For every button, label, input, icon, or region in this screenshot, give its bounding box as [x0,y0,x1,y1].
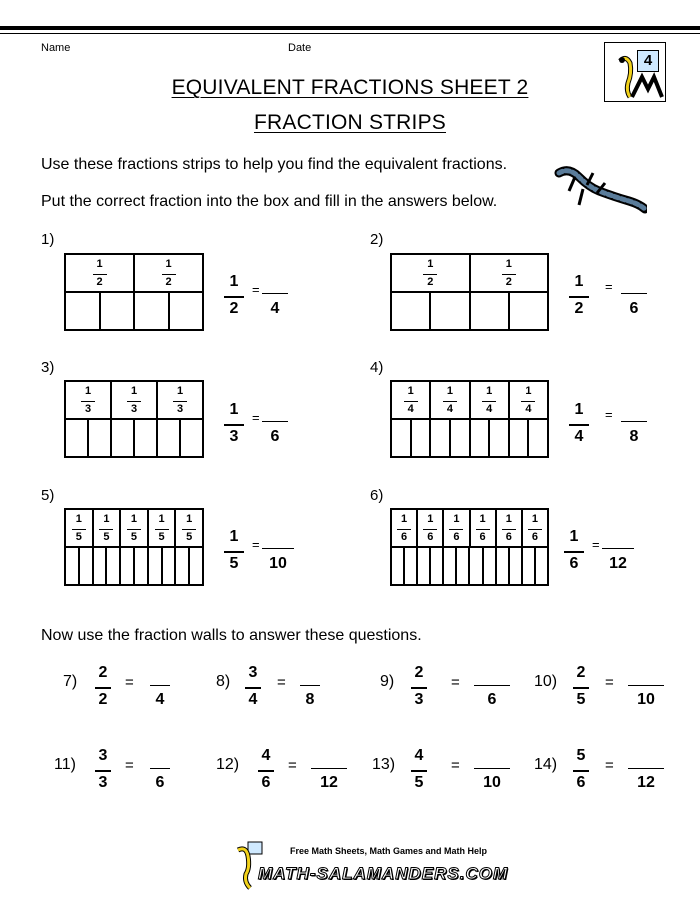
strip-answer-box[interactable] [431,548,444,584]
strip-answer-box[interactable] [80,548,94,584]
question-fraction: 3 3 [95,747,111,795]
strip-unit-row [392,510,547,548]
top-rule-thin [0,33,700,34]
question-fraction: 2 2 [95,664,111,712]
answer-fraction[interactable]: 10 [262,528,294,576]
strip-answer-row [66,548,202,584]
strip-unit-cell: 1 4 [510,382,547,418]
equals-sign: = [277,674,286,691]
problem-number: 4) [370,359,384,376]
wall-instruction: Now use the fraction walls to answer these questions. [41,627,422,644]
strip-unit-cell: 1 5 [176,510,202,546]
strip-answer-box[interactable] [190,548,202,584]
problem-number: 2) [370,231,384,248]
strip-answer-box[interactable] [470,548,483,584]
equals-sign: = [605,407,613,422]
equals-sign: = [605,279,613,294]
strip-unit-cell: 1 2 [392,255,471,291]
strip-answer-box[interactable] [94,548,108,584]
strip-unit-row [392,382,547,420]
answer-fraction[interactable]: 6 [621,273,647,321]
fraction-strip [64,380,204,458]
strip-answer-box[interactable] [135,548,149,584]
strip-unit-cell: 1 3 [112,382,158,418]
given-fraction: 1 3 [224,401,244,449]
strip-answer-box[interactable] [181,420,202,456]
strip-answer-box[interactable] [431,420,451,456]
strip-answer-box[interactable] [135,420,158,456]
strip-unit-cell: 1 5 [94,510,122,546]
strip-answer-box[interactable] [457,548,470,584]
given-fraction: 1 2 [224,273,244,321]
strip-answer-box[interactable] [392,548,405,584]
strip-answer-box[interactable] [484,548,497,584]
answer-fraction[interactable]: 12 [628,747,664,795]
given-fraction: 1 4 [569,401,589,449]
strip-answer-box[interactable] [66,548,80,584]
strip-unit-cell: 1 2 [471,255,548,291]
strip-answer-box[interactable] [471,420,491,456]
problem-number: 3) [41,359,55,376]
equals-sign: = [252,537,260,552]
question-number: 14) [534,756,558,773]
answer-fraction[interactable]: 10 [474,747,510,795]
question-fraction: 5 6 [573,747,589,795]
fraction-strip [390,380,549,458]
strip-unit-cell: 1 6 [418,510,444,546]
equals-sign: = [252,282,260,297]
top-rule [0,26,700,30]
strip-answer-box[interactable] [392,293,431,329]
problem-number: 6) [370,487,384,504]
strip-answer-box[interactable] [451,420,471,456]
strip-answer-box[interactable] [418,548,431,584]
question-number: 12) [216,756,240,773]
instruction-2: Put the correct fraction into the box and fill in the answers below. [41,193,498,210]
given-fraction: 1 2 [569,273,589,321]
strip-unit-cell: 1 5 [66,510,94,546]
question-fraction: 2 3 [411,664,427,712]
strip-answer-box[interactable] [135,293,170,329]
strip-answer-box[interactable] [121,548,135,584]
answer-fraction[interactable]: 6 [150,747,170,795]
question-number: 13) [372,756,396,773]
strip-answer-box[interactable] [163,548,177,584]
question-number: 7) [63,673,78,690]
strip-answer-box[interactable] [490,420,510,456]
page-title: EQUIVALENT FRACTIONS SHEET 2 [171,76,529,99]
equals-sign: = [605,757,614,774]
strip-unit-cell: 1 4 [471,382,510,418]
footer-tagline: Free Math Sheets, Math Games and Math Help [290,846,488,856]
equals-sign: = [592,537,600,552]
answer-fraction[interactable]: 8 [621,401,647,449]
strip-answer-box[interactable] [510,293,547,329]
strip-unit-row [66,255,202,293]
strip-answer-box[interactable] [176,548,190,584]
strip-answer-box[interactable] [529,420,547,456]
answer-fraction[interactable]: 12 [602,528,634,576]
equals-sign: = [451,674,460,691]
strip-answer-box[interactable] [523,548,536,584]
strip-answer-row [66,293,202,329]
answer-fraction[interactable]: 4 [150,664,170,712]
given-fraction: 1 5 [224,528,244,576]
strip-answer-row [392,293,547,329]
date-label: Date [288,42,312,54]
answer-fraction[interactable]: 6 [262,401,288,449]
strip-answer-box[interactable] [497,548,510,584]
answer-fraction[interactable]: 6 [474,664,510,712]
answer-fraction[interactable]: 10 [628,664,664,712]
fraction-strip [64,508,204,586]
strip-answer-box[interactable] [431,293,470,329]
strip-unit-cell: 1 3 [158,382,202,418]
salamander-icon [553,163,647,225]
equals-sign: = [252,410,260,425]
strip-unit-row [66,510,202,548]
strip-unit-cell: 1 6 [444,510,470,546]
strip-unit-cell: 1 6 [392,510,418,546]
strip-answer-box[interactable] [66,420,89,456]
strip-unit-cell: 1 4 [431,382,470,418]
question-fraction: 2 5 [573,664,589,712]
strip-answer-row [392,420,547,456]
strip-answer-box[interactable] [405,548,418,584]
question-number: 10) [534,673,558,690]
strip-answer-box[interactable] [471,293,510,329]
strip-unit-row [392,255,547,293]
strip-answer-box[interactable] [66,293,101,329]
answer-fraction[interactable]: 4 [262,273,288,321]
question-number: 8) [216,673,231,690]
strip-answer-box[interactable] [89,420,112,456]
strip-answer-box[interactable] [412,420,432,456]
strip-unit-cell: 1 3 [66,382,112,418]
strip-answer-row [66,420,202,456]
question-number: 9) [380,673,395,690]
footer-brand: MATH-SALAMANDERS.COM [258,864,509,883]
page-subtitle: FRACTION STRIPS [253,111,446,134]
given-fraction: 1 6 [564,528,584,576]
fraction-strip [64,253,204,331]
instruction-1: Use these fractions strips to help you find the equivalent fractions. [41,156,508,173]
strip-answer-box[interactable] [392,420,412,456]
equals-sign: = [605,674,614,691]
strip-answer-box[interactable] [170,293,203,329]
strip-answer-box[interactable] [149,548,163,584]
strip-answer-box[interactable] [107,548,121,584]
strip-answer-box[interactable] [536,548,547,584]
strip-answer-row [392,548,547,584]
question-number: 11) [54,756,76,773]
strip-answer-box[interactable] [112,420,135,456]
equals-sign: = [288,757,297,774]
strip-unit-cell: 1 4 [392,382,431,418]
strip-answer-box[interactable] [510,548,523,584]
strip-unit-cell: 1 2 [135,255,202,291]
equals-sign: = [451,757,460,774]
problem-number: 5) [41,487,55,504]
strip-unit-cell: 1 6 [497,510,523,546]
equals-sign: = [125,674,134,691]
problem-number: 1) [41,231,55,248]
fraction-strip [390,508,549,586]
strip-unit-cell: 1 2 [66,255,135,291]
name-label: Name [41,42,71,54]
question-fraction: 3 4 [245,664,261,712]
question-fraction: 4 6 [258,747,274,795]
question-fraction: 4 5 [411,747,427,795]
answer-fraction[interactable]: 12 [311,747,347,795]
equals-sign: = [125,757,134,774]
grade-badge: 4 [637,50,659,72]
answer-fraction[interactable]: 8 [300,664,320,712]
strip-unit-row [66,382,202,420]
strip-answer-box[interactable] [444,548,457,584]
strip-answer-box[interactable] [510,420,530,456]
fraction-strip [390,253,549,331]
strip-unit-cell: 1 6 [471,510,497,546]
strip-unit-cell: 1 6 [523,510,547,546]
strip-answer-box[interactable] [158,420,181,456]
strip-answer-box[interactable] [101,293,136,329]
strip-unit-cell: 1 5 [149,510,177,546]
strip-unit-cell: 1 5 [121,510,149,546]
